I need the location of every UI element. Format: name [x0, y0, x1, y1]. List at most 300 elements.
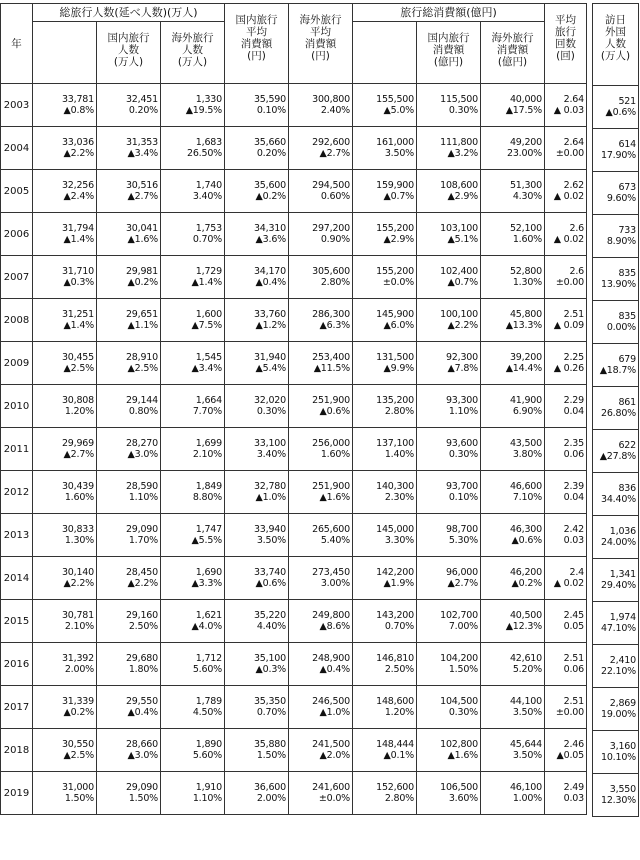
value-cell: 1,890	[161, 729, 225, 751]
value-cell: 46,100	[481, 772, 545, 794]
value-cell: 137,100	[353, 428, 417, 450]
change-cell: ▲3.3%	[161, 578, 225, 600]
value-cell: 29,981	[97, 256, 161, 278]
table-row	[593, 387, 639, 409]
change-cell: 0.05	[545, 621, 587, 643]
table-row	[593, 473, 639, 495]
change-cell: 0.70%	[225, 707, 289, 729]
change-cell: 3.80%	[481, 449, 545, 471]
value-cell: 31,940	[225, 342, 289, 364]
value-cell: 93,600	[417, 428, 481, 450]
value-cell: 40,500	[481, 600, 545, 622]
table-row	[593, 709, 639, 731]
value-cell: 102,700	[417, 600, 481, 622]
value-cell: 29,550	[97, 686, 161, 708]
value-cell: 2.39	[545, 471, 587, 493]
change-cell: 3.30%	[353, 535, 417, 557]
inbound-change-cell: 24.00%	[593, 537, 639, 559]
value-cell: 2.51	[545, 299, 587, 321]
value-cell: 135,200	[353, 385, 417, 407]
table-row	[593, 494, 639, 516]
inbound-value-cell: 733	[593, 215, 639, 237]
table-row	[593, 580, 639, 602]
change-cell: ▲1.4%	[33, 320, 97, 342]
value-cell: 1,729	[161, 256, 225, 278]
change-cell: ▲3.2%	[417, 148, 481, 170]
inbound-change-cell: ▲18.7%	[593, 365, 639, 387]
change-cell: ▲0.8%	[33, 105, 97, 127]
value-cell: 29,680	[97, 643, 161, 665]
year-cell: 2012	[1, 471, 33, 514]
change-cell: 2.40%	[289, 105, 353, 127]
inbound-value-cell: 835	[593, 258, 639, 280]
value-cell: 28,270	[97, 428, 161, 450]
table-row	[1, 277, 587, 299]
inbound-change-cell: 9.60%	[593, 193, 639, 215]
change-cell: 1.60%	[289, 449, 353, 471]
value-cell: 30,516	[97, 170, 161, 192]
change-cell: ▲ 0.03	[545, 105, 587, 127]
change-cell: 1.70%	[97, 535, 161, 557]
change-cell: ▲1.0%	[225, 492, 289, 514]
change-cell: ▲11.5%	[289, 363, 353, 385]
table-row	[593, 107, 639, 129]
total-spend-group-header: 旅行総消費額(億円)	[353, 4, 545, 22]
change-cell: 0.30%	[417, 707, 481, 729]
change-cell: 3.00%	[289, 578, 353, 600]
value-cell: 2.64	[545, 127, 587, 149]
change-cell: 3.60%	[417, 793, 481, 815]
value-cell: 155,500	[353, 84, 417, 106]
value-cell: 92,300	[417, 342, 481, 364]
table-row	[1, 320, 587, 342]
change-cell: 3.50%	[481, 750, 545, 772]
change-cell: ▲4.0%	[161, 621, 225, 643]
value-cell: 246,500	[289, 686, 353, 708]
change-cell: ▲5.4%	[225, 363, 289, 385]
table-row	[593, 645, 639, 667]
change-cell: 0.20%	[225, 148, 289, 170]
value-cell: 33,100	[225, 428, 289, 450]
value-cell: 30,140	[33, 557, 97, 579]
table-row	[1, 449, 587, 471]
change-cell: 5.20%	[481, 664, 545, 686]
table-row	[1, 84, 587, 106]
value-cell: 286,300	[289, 299, 353, 321]
change-cell: 3.40%	[225, 449, 289, 471]
change-cell: ▲2.9%	[353, 234, 417, 256]
value-cell: 29,090	[97, 514, 161, 536]
value-cell: 28,660	[97, 729, 161, 751]
change-cell: 0.30%	[225, 406, 289, 428]
value-cell: 1,712	[161, 643, 225, 665]
total-travelers-header	[33, 22, 97, 84]
value-cell: 2.35	[545, 428, 587, 450]
inbound-value-cell: 3,550	[593, 774, 639, 796]
inbound-change-cell: 0.00%	[593, 322, 639, 344]
value-cell: 35,220	[225, 600, 289, 622]
table-row	[593, 623, 639, 645]
change-cell: ▲5.0%	[353, 105, 417, 127]
change-cell: 0.90%	[289, 234, 353, 256]
inbound-change-cell: 29.40%	[593, 580, 639, 602]
value-cell: 1,683	[161, 127, 225, 149]
change-cell: 0.20%	[97, 105, 161, 127]
table-row	[593, 215, 639, 237]
change-cell: 1.40%	[353, 449, 417, 471]
table-row	[593, 129, 639, 151]
value-cell: 30,781	[33, 600, 97, 622]
inbound-change-cell: ▲27.8%	[593, 451, 639, 473]
value-cell: 1,600	[161, 299, 225, 321]
value-cell: 108,600	[417, 170, 481, 192]
change-cell: ▲13.3%	[481, 320, 545, 342]
change-cell: ±0.00	[545, 148, 587, 170]
table-row	[1, 234, 587, 256]
value-cell: 251,900	[289, 385, 353, 407]
change-cell: ▲0.6%	[481, 535, 545, 557]
change-cell: 0.70%	[353, 621, 417, 643]
value-cell: 34,170	[225, 256, 289, 278]
value-cell: 1,849	[161, 471, 225, 493]
value-cell: 28,590	[97, 471, 161, 493]
value-cell: 30,808	[33, 385, 97, 407]
table-row	[1, 729, 587, 751]
table-row	[593, 322, 639, 344]
change-cell: 4.50%	[161, 707, 225, 729]
change-cell: 0.30%	[417, 105, 481, 127]
change-cell: ±0.00	[545, 707, 587, 729]
value-cell: 248,900	[289, 643, 353, 665]
value-cell: 300,800	[289, 84, 353, 106]
value-cell: 30,550	[33, 729, 97, 751]
inbound-change-cell: 26.80%	[593, 408, 639, 430]
change-cell: ▲2.2%	[33, 148, 97, 170]
table-row	[1, 772, 587, 794]
year-header: 年	[1, 4, 33, 84]
inbound-value-cell: 679	[593, 344, 639, 366]
change-cell: 4.30%	[481, 191, 545, 213]
table-row	[1, 686, 587, 708]
change-cell: 5.60%	[161, 664, 225, 686]
year-cell: 2017	[1, 686, 33, 729]
change-cell: 3.50%	[225, 535, 289, 557]
change-cell: ▲1.9%	[353, 578, 417, 600]
table-row	[1, 299, 587, 321]
inbound-value-cell: 836	[593, 473, 639, 495]
value-cell: 30,833	[33, 514, 97, 536]
change-cell: 2.00%	[33, 664, 97, 686]
year-cell: 2015	[1, 600, 33, 643]
table-row	[1, 363, 587, 385]
value-cell: 93,700	[417, 471, 481, 493]
value-cell: 292,600	[289, 127, 353, 149]
table-row	[1, 170, 587, 192]
value-cell: 49,200	[481, 127, 545, 149]
change-cell: 5.30%	[417, 535, 481, 557]
value-cell: 111,800	[417, 127, 481, 149]
value-cell: 93,300	[417, 385, 481, 407]
change-cell: ▲1.6%	[97, 234, 161, 256]
table-row	[1, 406, 587, 428]
change-cell: ▲0.4%	[225, 277, 289, 299]
change-cell: 0.30%	[417, 449, 481, 471]
table-row	[1, 664, 587, 686]
inbound-change-cell: 34.40%	[593, 494, 639, 516]
change-cell: 0.06	[545, 664, 587, 686]
value-cell: 152,600	[353, 772, 417, 794]
change-cell: ▲2.5%	[33, 363, 97, 385]
value-cell: 241,600	[289, 772, 353, 794]
value-cell: 104,200	[417, 643, 481, 665]
value-cell: 32,451	[97, 84, 161, 106]
value-cell: 33,036	[33, 127, 97, 149]
value-cell: 46,600	[481, 471, 545, 493]
change-cell: ▲0.6%	[289, 406, 353, 428]
change-cell: 0.03	[545, 793, 587, 815]
value-cell: 31,353	[97, 127, 161, 149]
inbound-value-cell: 673	[593, 172, 639, 194]
change-cell: ▲1.4%	[161, 277, 225, 299]
change-cell: 1.10%	[161, 793, 225, 815]
inbound-value-cell: 614	[593, 129, 639, 151]
table-row	[1, 793, 587, 815]
change-cell: 0.06	[545, 449, 587, 471]
value-cell: 45,644	[481, 729, 545, 751]
value-cell: 28,450	[97, 557, 161, 579]
value-cell: 42,610	[481, 643, 545, 665]
value-cell: 35,660	[225, 127, 289, 149]
change-cell: ▲0.05	[545, 750, 587, 772]
change-cell: ▲0.2%	[33, 707, 97, 729]
change-cell: ±0.00	[545, 277, 587, 299]
table-row	[593, 150, 639, 172]
change-cell: ▲0.6%	[225, 578, 289, 600]
change-cell: ▲9.9%	[353, 363, 417, 385]
change-cell: 1.50%	[417, 664, 481, 686]
inbound-change-cell: 19.00%	[593, 709, 639, 731]
value-cell: 273,450	[289, 557, 353, 579]
table-row	[593, 688, 639, 710]
change-cell: 2.10%	[33, 621, 97, 643]
table-row	[1, 750, 587, 772]
change-cell: ▲3.4%	[97, 148, 161, 170]
total-travelers-group-header: 総旅行人数(延べ人数)(万人)	[33, 4, 225, 22]
table-row	[593, 193, 639, 215]
table-row	[1, 471, 587, 493]
value-cell: 142,200	[353, 557, 417, 579]
change-cell: ▲5.5%	[161, 535, 225, 557]
value-cell: 35,350	[225, 686, 289, 708]
value-cell: 46,300	[481, 514, 545, 536]
value-cell: 249,800	[289, 600, 353, 622]
change-cell: 7.70%	[161, 406, 225, 428]
change-cell: ▲2.7%	[97, 191, 161, 213]
year-cell: 2003	[1, 84, 33, 127]
value-cell: 29,651	[97, 299, 161, 321]
value-cell: 41,900	[481, 385, 545, 407]
table-row	[593, 752, 639, 774]
value-cell: 52,800	[481, 256, 545, 278]
change-cell: 0.10%	[225, 105, 289, 127]
table-row	[593, 408, 639, 430]
table-row	[1, 105, 587, 127]
change-cell: 1.10%	[417, 406, 481, 428]
value-cell: 33,781	[33, 84, 97, 106]
inbound-value-cell: 835	[593, 301, 639, 323]
change-cell: ▲0.2%	[481, 578, 545, 600]
value-cell: 1,747	[161, 514, 225, 536]
value-cell: 31,251	[33, 299, 97, 321]
change-cell: ▲1.2%	[225, 320, 289, 342]
change-cell: ▲ 0.09	[545, 320, 587, 342]
value-cell: 100,100	[417, 299, 481, 321]
year-cell: 2011	[1, 428, 33, 471]
value-cell: 115,500	[417, 84, 481, 106]
value-cell: 106,500	[417, 772, 481, 794]
value-cell: 40,000	[481, 84, 545, 106]
table-row	[593, 559, 639, 581]
change-cell: 1.10%	[97, 492, 161, 514]
change-cell: ▲0.4%	[97, 707, 161, 729]
domestic-travelers-header: 国内旅行 人数 (万人)	[97, 22, 161, 84]
value-cell: 35,100	[225, 643, 289, 665]
inbound-value-cell: 2,869	[593, 688, 639, 710]
year-cell: 2005	[1, 170, 33, 213]
value-cell: 1,740	[161, 170, 225, 192]
change-cell: ▲2.4%	[33, 191, 97, 213]
table-row	[593, 365, 639, 387]
change-cell: 0.70%	[161, 234, 225, 256]
value-cell: 51,300	[481, 170, 545, 192]
change-cell: 1.00%	[481, 793, 545, 815]
value-cell: 155,200	[353, 213, 417, 235]
change-cell: 1.20%	[33, 406, 97, 428]
value-cell: 29,144	[97, 385, 161, 407]
change-cell: ▲0.2%	[225, 191, 289, 213]
value-cell: 305,600	[289, 256, 353, 278]
table-row	[593, 451, 639, 473]
value-cell: 148,444	[353, 729, 417, 751]
table-row	[1, 127, 587, 149]
value-cell: 98,700	[417, 514, 481, 536]
change-cell: 2.50%	[353, 664, 417, 686]
value-cell: 2.42	[545, 514, 587, 536]
year-cell: 2013	[1, 514, 33, 557]
change-cell: 2.30%	[353, 492, 417, 514]
value-cell: 28,910	[97, 342, 161, 364]
value-cell: 159,900	[353, 170, 417, 192]
inbound-change-cell: 47.10%	[593, 623, 639, 645]
change-cell: 0.04	[545, 492, 587, 514]
change-cell: ▲ 0.26	[545, 363, 587, 385]
year-cell: 2007	[1, 256, 33, 299]
year-cell: 2004	[1, 127, 33, 170]
change-cell: 2.80%	[353, 793, 417, 815]
inbound-visitors-table	[592, 3, 639, 817]
value-cell: 30,455	[33, 342, 97, 364]
value-cell: 32,780	[225, 471, 289, 493]
table-row	[1, 600, 587, 622]
value-cell: 36,600	[225, 772, 289, 794]
change-cell: 1.30%	[481, 277, 545, 299]
change-cell: ▲2.7%	[417, 578, 481, 600]
overseas-avg-spend-header: 海外旅行 平均 消費額 (円)	[289, 4, 353, 84]
change-cell: ▲0.3%	[33, 277, 97, 299]
value-cell: 140,300	[353, 471, 417, 493]
change-cell: ▲0.7%	[417, 277, 481, 299]
change-cell: ▲1.6%	[289, 492, 353, 514]
overseas-total-spend-header: 海外旅行 消費額 (億円)	[481, 22, 545, 84]
value-cell: 297,200	[289, 213, 353, 235]
change-cell: ▲2.0%	[289, 750, 353, 772]
value-cell: 251,900	[289, 471, 353, 493]
table-row	[593, 774, 639, 796]
change-cell: ▲2.5%	[97, 363, 161, 385]
change-cell: 1.60%	[33, 492, 97, 514]
change-cell: ▲1.1%	[97, 320, 161, 342]
value-cell: 31,392	[33, 643, 97, 665]
table-row	[593, 279, 639, 301]
change-cell: 1.30%	[33, 535, 97, 557]
year-cell: 2016	[1, 643, 33, 686]
change-cell: 3.50%	[481, 707, 545, 729]
value-cell: 2.25	[545, 342, 587, 364]
value-cell: 2.51	[545, 643, 587, 665]
change-cell: ▲2.2%	[97, 578, 161, 600]
change-cell: ▲7.5%	[161, 320, 225, 342]
value-cell: 52,100	[481, 213, 545, 235]
value-cell: 145,000	[353, 514, 417, 536]
value-cell: 29,160	[97, 600, 161, 622]
value-cell: 241,500	[289, 729, 353, 751]
change-cell: 1.50%	[225, 750, 289, 772]
table-row	[1, 621, 587, 643]
table-row	[1, 256, 587, 278]
change-cell: 5.60%	[161, 750, 225, 772]
value-cell: 1,699	[161, 428, 225, 450]
inbound-value-cell: 1,341	[593, 559, 639, 581]
value-cell: 1,910	[161, 772, 225, 794]
change-cell: ▲1.0%	[289, 707, 353, 729]
value-cell: 29,090	[97, 772, 161, 794]
change-cell: ▲2.2%	[33, 578, 97, 600]
inbound-change-cell: 10.10%	[593, 752, 639, 774]
change-cell: 1.50%	[97, 793, 161, 815]
value-cell: 253,400	[289, 342, 353, 364]
change-cell: ▲ 0.02	[545, 191, 587, 213]
change-cell: ▲0.7%	[353, 191, 417, 213]
value-cell: 146,810	[353, 643, 417, 665]
value-cell: 143,200	[353, 600, 417, 622]
change-cell: 7.00%	[417, 621, 481, 643]
value-cell: 1,789	[161, 686, 225, 708]
change-cell: 2.80%	[289, 277, 353, 299]
change-cell: ▲ 0.02	[545, 578, 587, 600]
value-cell: 1,664	[161, 385, 225, 407]
change-cell: ▲2.7%	[289, 148, 353, 170]
change-cell: ▲7.8%	[417, 363, 481, 385]
inbound-value-cell: 861	[593, 387, 639, 409]
avg-trips-header: 平均 旅行 回数 (回)	[545, 4, 587, 84]
table-row	[1, 191, 587, 213]
change-cell: 2.10%	[161, 449, 225, 471]
value-cell: 31,710	[33, 256, 97, 278]
table-row	[1, 707, 587, 729]
change-cell: ▲2.5%	[33, 750, 97, 772]
value-cell: 32,256	[33, 170, 97, 192]
value-cell: 44,100	[481, 686, 545, 708]
